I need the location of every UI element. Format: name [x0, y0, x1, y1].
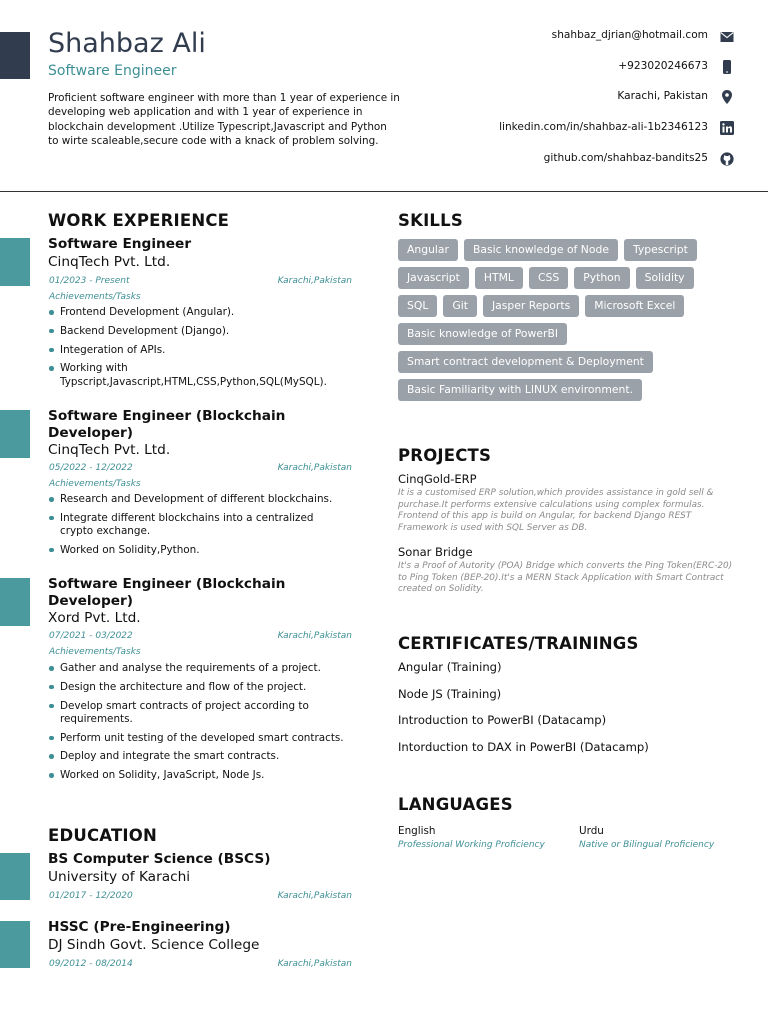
contact-github[interactable]: github.com/shahbaz-bandits25 — [543, 152, 708, 164]
linkedin-icon — [720, 121, 734, 135]
education-dates: 09/2012 - 08/2014 — [49, 959, 133, 969]
education-school: DJ Sindh Govt. Science College — [48, 937, 260, 953]
job-task-list — [48, 306, 348, 394]
skill-tag: HTML — [475, 267, 523, 289]
job-location: Karachi,Pakistan — [277, 276, 352, 286]
job-title: Software Engineer — [48, 236, 192, 252]
project-description: It is a customised ERP solution,which provides assistance in gold sell & purchase.It performs extensive calculations using complex formulas. Frontend of this app is build on Angular, for backend Django REST Framework is used with SQL Server as DB. — [398, 488, 714, 534]
job-task: Working with Typscript,Javascript,HTML,CSS,Python,SQL(MySQL). — [48, 362, 348, 389]
job-task: Gather and analyse the requirements of a project. — [48, 662, 348, 675]
contact-email[interactable]: shahbaz_djrian@hotmail.com — [551, 29, 708, 41]
job-task: Research and Development of different blockchains. — [48, 493, 348, 506]
education-accent-bar — [0, 853, 30, 900]
work-experience-heading: WORK EXPERIENCE — [48, 211, 230, 230]
education-school: University of Karachi — [48, 869, 191, 885]
certificate-item: Intorduction to DAX in PowerBI (Datacamp) — [398, 740, 649, 754]
job-location: Karachi,Pakistan — [277, 631, 352, 641]
phone-icon — [720, 60, 734, 74]
candidate-name: Shahbaz Ali — [48, 28, 206, 59]
job-tasks-label: Achievements/Tasks — [49, 479, 141, 489]
job-task: Backend Development (Django). — [48, 325, 348, 338]
job-task: Develop smart contracts of project according to requirements. — [48, 700, 348, 727]
certificate-item: Node JS (Training) — [398, 687, 502, 701]
skills-heading: SKILLS — [398, 211, 463, 230]
certificate-item: Introduction to PowerBI (Datacamp) — [398, 713, 607, 727]
skill-tag: Smart contract development & Deployment — [398, 351, 653, 373]
header-divider — [0, 191, 768, 192]
education-heading: EDUCATION — [48, 826, 157, 845]
job-task: Worked on Solidity,Python. — [48, 544, 348, 557]
education-location: Karachi,Pakistan — [277, 959, 352, 969]
name-accent-bar — [0, 32, 30, 79]
job-task-list — [48, 662, 348, 788]
skills-list — [398, 239, 728, 407]
job-title: Software Engineer (Blockchain Developer) — [48, 408, 286, 441]
contact-linkedin[interactable]: linkedin.com/in/shahbaz-ali-1b2346123 — [499, 121, 708, 133]
skill-tag: Microsoft Excel — [585, 295, 684, 317]
skill-tag: CSS — [529, 267, 568, 289]
skill-tag: Basic Familiarity with LINUX environment. — [398, 379, 642, 401]
project-name: Sonar Bridge — [398, 545, 473, 559]
github-icon — [720, 152, 734, 166]
job-task: Frontend Development (Angular). — [48, 306, 348, 319]
language-name: Urdu — [579, 825, 604, 837]
skill-tag: Basic knowledge of PowerBI — [398, 323, 567, 345]
job-task: Design the architecture and flow of the project. — [48, 681, 348, 694]
certificate-item: Angular (Training) — [398, 660, 502, 674]
job-dates: 01/2023 - Present — [49, 276, 130, 286]
job-tasks-label: Achievements/Tasks — [49, 647, 141, 657]
language-name: English — [398, 825, 436, 837]
languages-heading: LANGUAGES — [398, 795, 513, 814]
skill-tag: Jasper Reports — [483, 295, 579, 317]
job-location: Karachi,Pakistan — [277, 463, 352, 473]
project-description: It's a Proof of Autority (POA) Bridge which converts the Ping Token(ERC-20) to Ping Token (BEP-20).It's a MERN Stack Application with Smart Contract created on Solidity. — [398, 561, 733, 595]
project-name: CinqGold-ERP — [398, 472, 477, 486]
profile-summary: Proficient software engineer with more than 1 year of experience in developing web application and with 1 year of experience in blockchain development .Utilize Typescript,Javascript and Python to wirte scaleable,secure code with a knack of problem solving. — [48, 92, 400, 147]
contact-location: Karachi, Pakistan — [617, 90, 708, 102]
job-accent-bar — [0, 238, 30, 286]
education-degree: BS Computer Science (BSCS) — [48, 851, 271, 867]
language-proficiency: Professional Working Proficiency — [398, 840, 545, 850]
job-task-list — [48, 493, 348, 563]
education-location: Karachi,Pakistan — [277, 891, 352, 901]
candidate-role: Software Engineer — [48, 63, 177, 79]
job-dates: 07/2021 - 03/2022 — [49, 631, 133, 641]
job-title: Software Engineer (Blockchain Developer) — [48, 576, 286, 609]
certificates-heading: CERTIFICATES/TRAININGS — [398, 634, 639, 653]
skill-tag: Javascript — [398, 267, 469, 289]
education-accent-bar — [0, 921, 30, 968]
job-accent-bar — [0, 578, 30, 626]
job-company: CinqTech Pvt. Ltd. — [48, 254, 171, 270]
job-task: Integrate different blockchains into a centralized crypto exchange. — [48, 512, 348, 539]
job-tasks-label: Achievements/Tasks — [49, 292, 141, 302]
projects-heading: PROJECTS — [398, 446, 492, 465]
skill-tag: Git — [443, 295, 477, 317]
language-proficiency: Native or Bilingual Proficiency — [579, 840, 715, 850]
skill-tag: Solidity — [636, 267, 694, 289]
skill-tag: SQL — [398, 295, 437, 317]
location-pin-icon — [720, 90, 734, 104]
contact-phone[interactable]: +923020246673 — [618, 60, 708, 72]
email-icon — [720, 30, 734, 44]
job-company: Xord Pvt. Ltd. — [48, 610, 141, 626]
skill-tag: Python — [574, 267, 629, 289]
education-dates: 01/2017 - 12/2020 — [49, 891, 133, 901]
job-task: Deploy and integrate the smart contracts. — [48, 750, 348, 763]
education-degree: HSSC (Pre-Engineering) — [48, 919, 231, 935]
job-task: Perform unit testing of the developed smart contracts. — [48, 732, 348, 745]
skill-tag: Angular — [398, 239, 458, 261]
job-company: CinqTech Pvt. Ltd. — [48, 442, 171, 458]
job-dates: 05/2022 - 12/2022 — [49, 463, 133, 473]
job-task: Integeration of APIs. — [48, 344, 348, 357]
skill-tag: Typescript — [624, 239, 697, 261]
job-accent-bar — [0, 410, 30, 458]
skill-tag: Basic knowledge of Node — [464, 239, 618, 261]
job-task: Worked on Solidity, JavaScript, Node Js. — [48, 769, 348, 782]
